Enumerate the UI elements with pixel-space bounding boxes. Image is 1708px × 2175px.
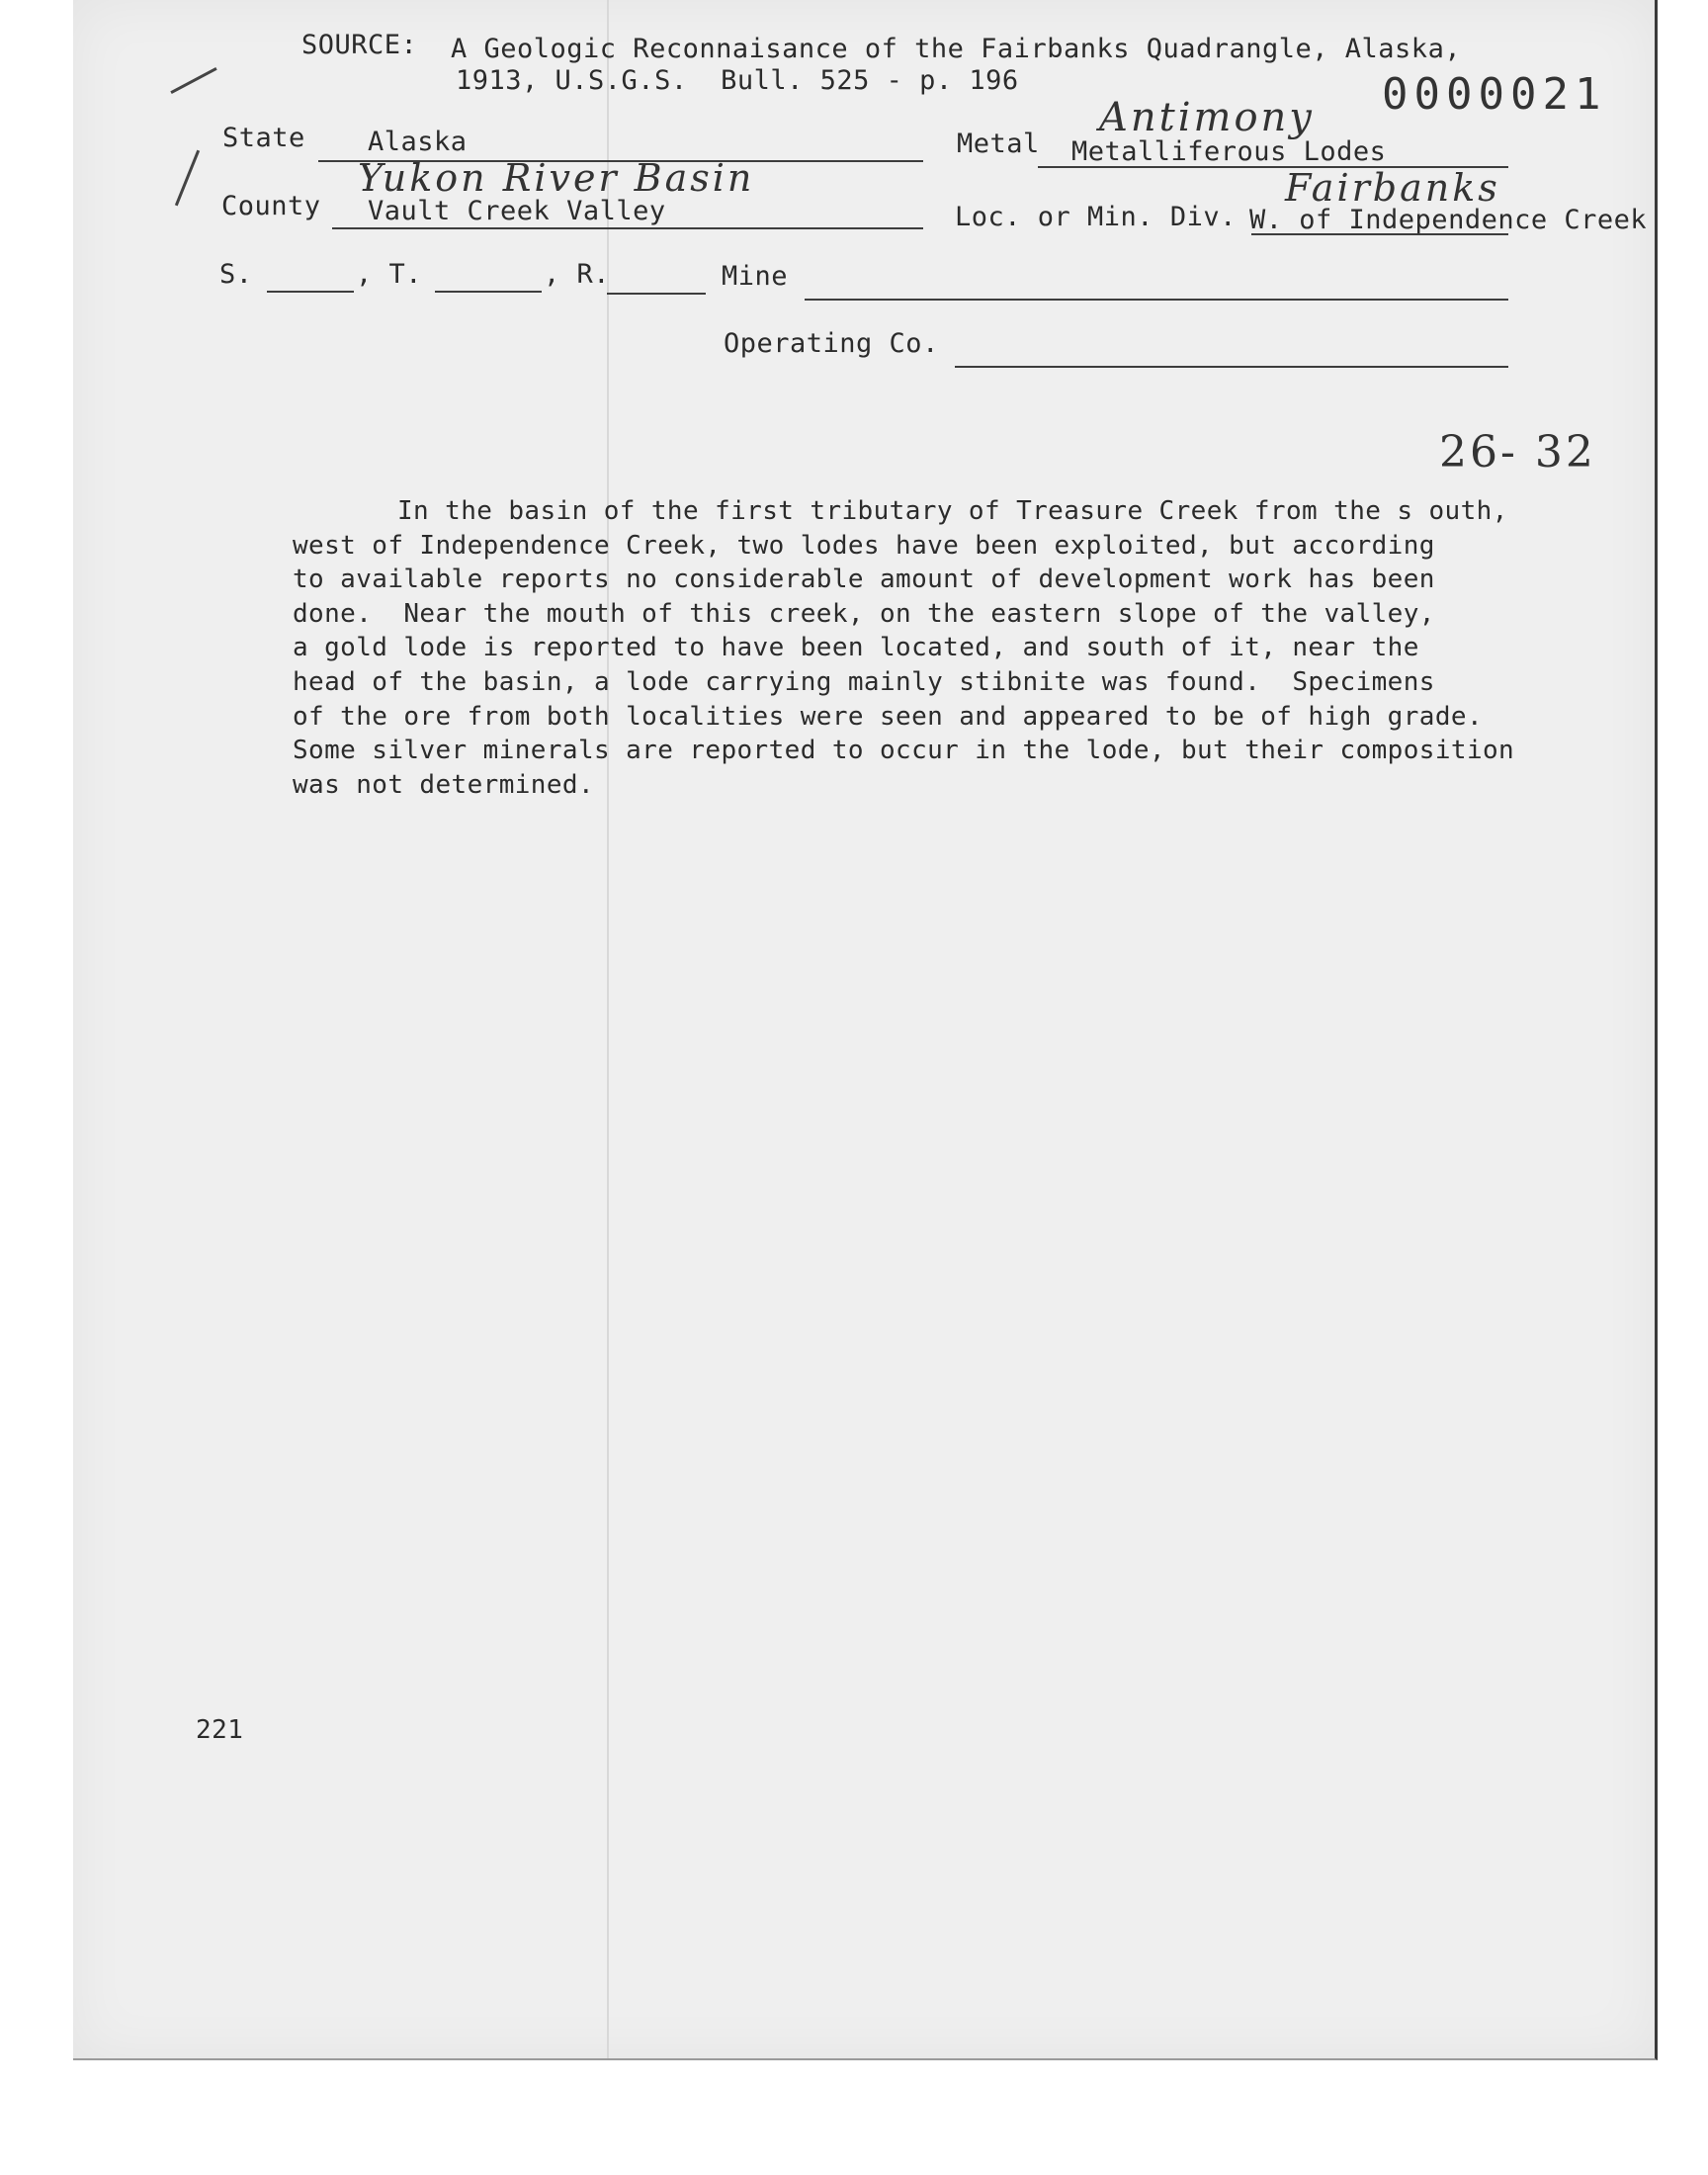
county-label: County: [221, 191, 321, 221]
section-underline: [267, 291, 354, 293]
page-fold-line: [607, 0, 609, 2058]
metal-value: Metalliferous Lodes: [1071, 136, 1387, 167]
state-value: Alaska: [368, 127, 468, 157]
range-underline: [607, 293, 706, 295]
body-line: In the basin of the first tributary of Treasure Creek from the s outh,: [397, 496, 1508, 526]
source-line-1: A Geologic Reconnaisance of the Fairbanks Quadrangle, Alaska,: [451, 34, 1462, 64]
handwritten-ref: 26- 32: [1439, 427, 1596, 478]
mine-underline: [805, 299, 1508, 301]
section-label: S.: [219, 259, 253, 290]
body-paragraph: [293, 494, 1607, 802]
stamp-number: 0000021: [1382, 69, 1607, 120]
loc-underline: [1251, 233, 1508, 235]
body-line: of the ore from both localities were seen and appeared to be of high grade.: [293, 701, 1483, 732]
source-label: SOURCE:: [301, 30, 418, 60]
metal-label: Metal: [957, 129, 1040, 159]
loc-handwritten: Fairbanks: [1285, 166, 1500, 210]
body-line: a gold lode is reported to have been located, and south of it, near the: [293, 633, 1419, 663]
township-underline: [435, 291, 542, 293]
document-sheet: [73, 0, 1658, 2060]
mine-label: Mine: [722, 261, 789, 292]
body-line: Some silver minerals are reported to occur in the lode, but their composition: [293, 736, 1515, 766]
operating-underline: [955, 366, 1508, 368]
loc-value: W. of Independence Creek: [1249, 205, 1648, 235]
body-line: done. Near the mouth of this creek, on the eastern slope of the valley,: [293, 598, 1435, 629]
body-line: was not determined.: [293, 769, 595, 800]
source-line-2: 1913, U.S.G.S. Bull. 525 - p. 196: [456, 65, 1019, 96]
metal-handwritten: Antimony: [1099, 95, 1315, 140]
body-line: head of the basin, a lode carrying mainly stibnite was found. Specimens: [293, 666, 1435, 697]
county-handwritten: Yukon River Basin: [358, 156, 755, 200]
range-label: , R.: [544, 259, 611, 290]
page-number: 221: [196, 1715, 244, 1745]
operating-label: Operating Co.: [724, 328, 939, 359]
county-value: Vault Creek Valley: [368, 196, 666, 226]
township-label: , T.: [356, 259, 423, 290]
state-label: State: [222, 123, 305, 153]
body-line: to available reports no considerable amount of development work has been: [293, 565, 1435, 595]
body-line: west of Independence Creek, two lodes have been exploited, but according: [293, 530, 1435, 561]
county-underline: [332, 227, 923, 229]
loc-label: Loc. or Min. Div.: [955, 202, 1237, 232]
